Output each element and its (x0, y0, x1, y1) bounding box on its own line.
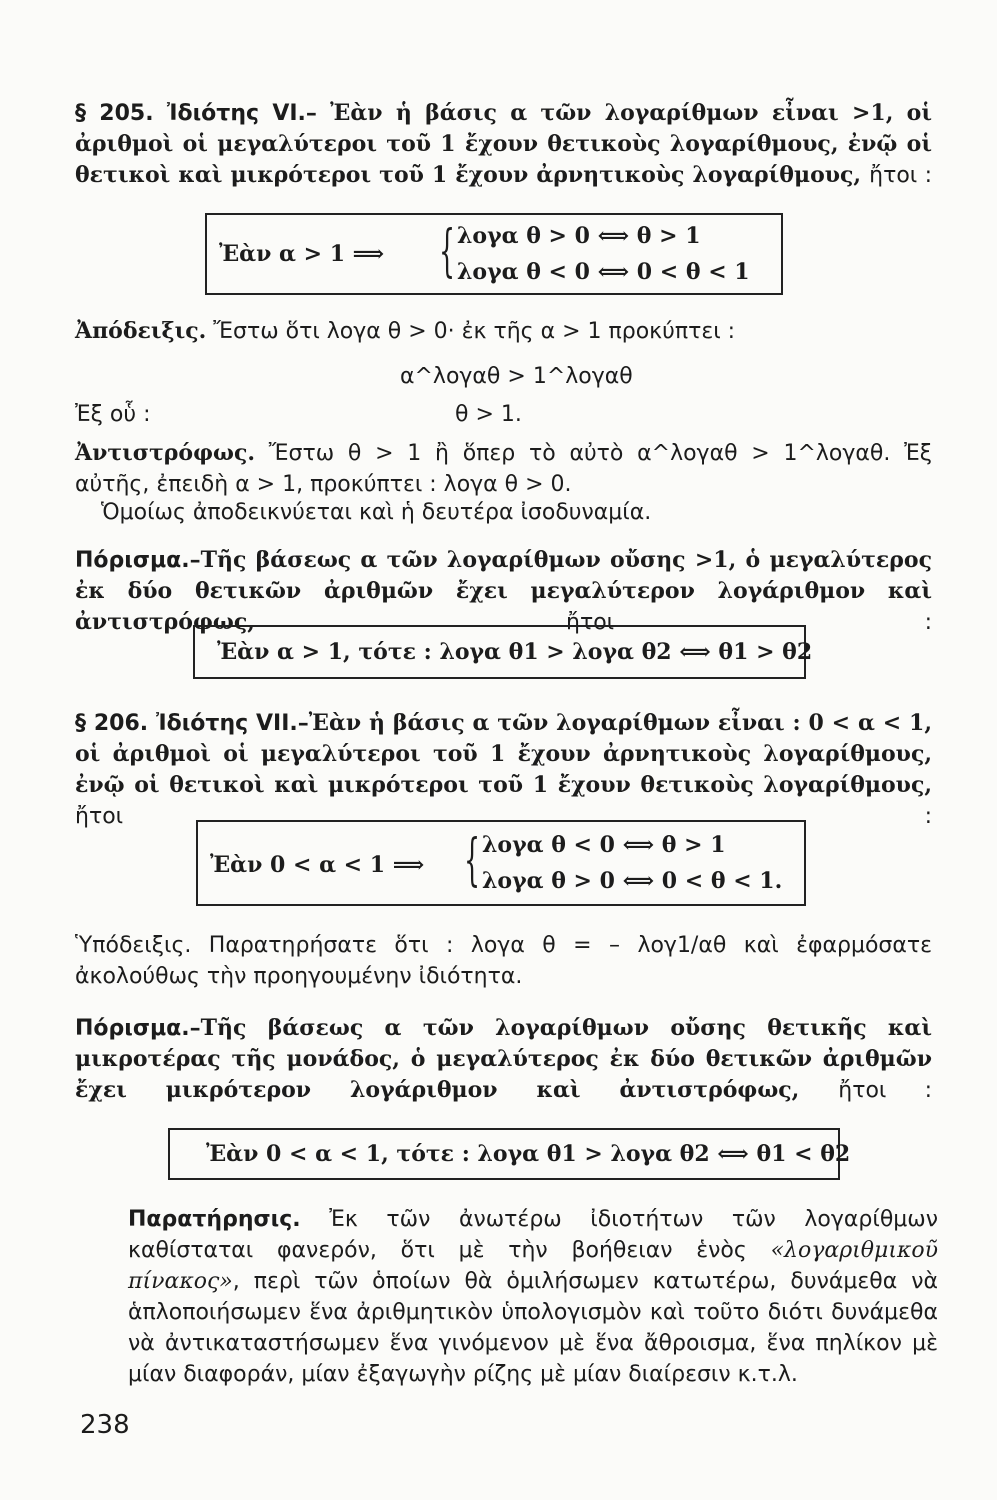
brace-icon: { (439, 219, 456, 284)
property-vii-line-2: λογα θ > 0 ⟺ 0 < θ < 1. (482, 868, 783, 894)
hence-label: Ἐξ οὗ : (75, 402, 151, 427)
section-206-paragraph (75, 708, 932, 832)
corollary-1-formula: Ἐὰν α > 1, τότε : λογα θ1 > λογα θ2 ⟺ θ1 > θ2 (217, 639, 813, 665)
remark-quote: «λογαριθμικοῦ πίνακος» (128, 1238, 938, 1294)
corollary-2-box (168, 1128, 851, 1180)
remark-first-line (128, 1204, 938, 1390)
page-number: 238 (80, 1410, 130, 1440)
corollary-1-text: –Τῆς βάσεως α τῶν λογαρίθμων οὔσης >1, ὁ μεγαλύτερος ἐκ δύο θετικῶν ἀριθμῶν ἔχει μεγαλύτερον λογάριθμον καὶ ἀντιστρόφως, (75, 547, 932, 635)
corollary-2-formula: Ἐὰν 0 < α < 1, τότε : λογα θ1 > λογα θ2 ⟺ θ1 < θ2 (206, 1141, 851, 1167)
hint-paragraph (75, 930, 932, 992)
converse-text: Ἔστω θ > 1 ἢ ὅπερ τὸ αὐτὸ α^λογαθ > 1^λογαθ. Ἐξ αὐτῆς, ἐπειδὴ α > 1, προκύπτει : λογα θ > 0. (75, 441, 932, 497)
remark-label: Παρατήρησις. (128, 1207, 301, 1232)
property-vii-box (196, 820, 806, 906)
property-vi-line-1: λογα θ > 0 ⟺ θ > 1 (457, 223, 701, 249)
corollary-1-label: Πόρισμα. (75, 548, 190, 573)
hint-text: Παρατηρήσατε ὅτι : λογα θ = – λογ1/αθ καὶ ἐφαρμόσατε ἀκολούθως τὴν προηγουμένην ἰδιότητα. (75, 933, 932, 989)
corollary-2-text: –Τῆς βάσεως α τῶν λογαρίθμων οὔσης θετικῆς καὶ μικροτέρας τῆς μονάδος, ὁ μεγαλύτερος ἐκ δύο θετικῶν ἀριθμῶν ἔχει μικρότερον λογάριθμον καὶ ἀντιστρόφως, (75, 1015, 932, 1103)
converse-label: Ἀντιστρόφως. (75, 440, 256, 466)
proof-text: Ἔστω ὅτι λογα θ > 0· ἐκ τῆς α > 1 προκύπτει : (206, 319, 736, 344)
section-206-text: –Ἐὰν ἡ βάσις α τῶν λογαρίθμων εἶναι : 0 < α < 1, οἱ ἀριθμοὶ οἱ μεγαλύτεροι τοῦ 1 ἔχουν ἀρνητικοὺς λογαρίθμους, ἐνῷ οἱ θετικοὶ καὶ μικρότεροι τοῦ 1 ἔχουν θετικοὺς λογαρίθμους, (75, 710, 932, 798)
section-206-heading: § 206. Ἰδιότης VII. (75, 711, 298, 736)
property-vii-line-1: λογα θ < 0 ⟺ θ > 1 (482, 832, 726, 858)
corollary-1-box (193, 625, 813, 679)
hence-result: θ > 1. (455, 402, 522, 427)
section-205-paragraph (75, 98, 932, 191)
section-205-text: – Ἐὰν ἡ βάσις α τῶν λογαρίθμων εἶναι >1, οἱ ἀριθμοὶ οἱ μεγαλύτεροι τοῦ 1 ἔχουν θετικοὺς λογαρίθμους, ἐνῷ οἱ θετικοὶ καὶ μικρότεροι τοῦ 1 ἔχουν ἀρνητικοὺς λογαρίθμους, (75, 100, 932, 188)
brace-icon: { (464, 828, 481, 893)
proof-label: Ἀπόδειξις. (75, 318, 207, 344)
property-vi-condition: Ἐὰν α > 1 ⟹ (219, 241, 385, 267)
proof-line (75, 318, 735, 344)
property-vii-condition: Ἐὰν 0 < α < 1 ⟹ (210, 852, 425, 878)
proof-formula: α^λογαθ > 1^λογαθ (400, 364, 633, 389)
corollary-2-etoi: ἤτοι : (838, 1078, 933, 1103)
corollary-2-label: Πόρισμα. (75, 1016, 190, 1041)
section-206-etoi: ἤτοι : (75, 804, 932, 829)
section-205-heading: § 205. Ἰδιότης VI. (75, 101, 306, 126)
converse-paragraph (75, 438, 932, 500)
section-205-etoi: ἤτοι : (869, 163, 932, 188)
corollary-2-paragraph (75, 1013, 932, 1106)
property-vi-line-2: λογα θ < 0 ⟺ 0 < θ < 1 (457, 259, 750, 285)
property-vi-box (205, 213, 783, 295)
remark-text-1: Ἐκ τῶν ἀνωτέρω ἰδιοτήτων τῶν λογαρίθμων καθίσταται φανερόν, ὅτι μὲ τὴν βοήθειαν ἑνὸς (128, 1207, 938, 1263)
hint-label: Ὑπόδειξις. (75, 933, 192, 958)
similarly-text: Ὁμοίως ἀποδεικνύεται καὶ ἡ δευτέρα ἰσοδυναμία. (101, 500, 652, 525)
corollary-1-etoi: ἤτοι : (566, 610, 932, 635)
remark-text-2: , περὶ τῶν ὁποίων θὰ ὁμιλήσωμεν κατωτέρω, δυνάμεθα νὰ ἁπλοποιήσωμεν ἕνα ἀριθμητικὸν ὑπολογισμὸν καὶ τοῦτο διότι δυνάμεθα νὰ ἀντικαταστήσωμεν ἕνα γινόμενον μὲ ἕνα ἄθροισμα, ἕνα πηλίκον μὲ μίαν διαφοράν, μίαν ἐξαγωγὴν ρίζης μὲ μίαν διαίρεσιν κ.τ.λ. (128, 1269, 938, 1387)
